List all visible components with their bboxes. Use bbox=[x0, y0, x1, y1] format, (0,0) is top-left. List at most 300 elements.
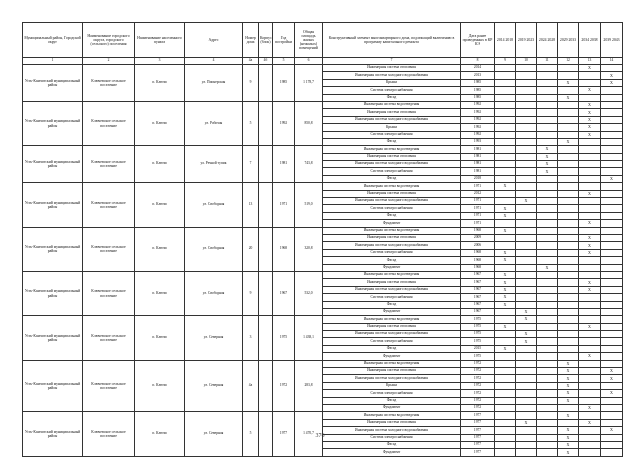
table-row bbox=[23, 183, 623, 190]
period-mark-cell bbox=[601, 338, 623, 345]
period-mark-cell bbox=[516, 79, 537, 86]
column-number: 2 bbox=[83, 58, 135, 65]
period-mark-cell bbox=[601, 138, 623, 145]
prior-repair-date-cell: 1972 bbox=[461, 382, 495, 389]
district-cell: Усть-Камчатский муниципальный район bbox=[23, 412, 83, 456]
period-mark-cell bbox=[579, 161, 601, 168]
period-mark-cell bbox=[495, 382, 516, 389]
period-mark-cell bbox=[579, 271, 601, 278]
structural-element-cell: Система электроснабжения bbox=[323, 434, 461, 441]
house-number-cell: 3 bbox=[243, 316, 259, 360]
period-mark-cell bbox=[601, 412, 623, 419]
block-cell bbox=[259, 65, 273, 102]
structural-element-cell: Фасад bbox=[323, 397, 461, 404]
period-mark-cell bbox=[579, 397, 601, 404]
period-mark-cell bbox=[495, 360, 516, 367]
period-mark-cell bbox=[537, 212, 558, 219]
structural-element-cell: Инженерная система холодного водоснабжения bbox=[323, 331, 461, 338]
street-cell: ул. Северная bbox=[185, 316, 243, 360]
period-mark-cell: X bbox=[495, 227, 516, 234]
period-mark-cell bbox=[579, 94, 601, 101]
prior-repair-date-cell: 1975 bbox=[461, 323, 495, 330]
period-mark-cell: X bbox=[579, 234, 601, 241]
block-cell bbox=[259, 146, 273, 183]
period-mark-cell bbox=[601, 183, 623, 190]
prior-repair-date-cell: 1968 bbox=[461, 227, 495, 234]
period-mark-cell bbox=[558, 168, 579, 175]
period-mark-cell bbox=[495, 109, 516, 116]
period-mark-cell bbox=[516, 412, 537, 419]
period-mark-cell bbox=[537, 257, 558, 264]
structural-element-cell: Инженерная система холодного водоснабжения bbox=[323, 427, 461, 434]
period-mark-cell: X bbox=[579, 124, 601, 131]
period-mark-cell bbox=[537, 205, 558, 212]
column-header: Корпус (блок) bbox=[259, 23, 273, 58]
period-mark-cell bbox=[537, 242, 558, 249]
period-mark-cell: X bbox=[558, 94, 579, 101]
period-mark-cell: X bbox=[516, 331, 537, 338]
period-mark-cell bbox=[601, 234, 623, 241]
structural-element-cell: Инженерная система холодного водоснабжения bbox=[323, 375, 461, 382]
period-mark-cell bbox=[537, 397, 558, 404]
prior-repair-date-cell: 1971 bbox=[461, 220, 495, 227]
period-mark-cell bbox=[558, 116, 579, 123]
period-mark-cell: X bbox=[601, 368, 623, 375]
period-mark-cell bbox=[537, 116, 558, 123]
period-mark-cell bbox=[537, 338, 558, 345]
house-number-cell: 9 bbox=[243, 271, 259, 315]
street-cell: ул. Свободная bbox=[185, 183, 243, 227]
period-mark-cell: X bbox=[558, 382, 579, 389]
period-mark-cell bbox=[601, 301, 623, 308]
period-mark-cell: X bbox=[558, 449, 579, 456]
column-number: 4б bbox=[259, 58, 273, 65]
capital-repair-table bbox=[22, 22, 623, 457]
period-mark-cell bbox=[516, 397, 537, 404]
structural-element-cell: Инженерная система отопления bbox=[323, 279, 461, 286]
column-header: 2019 2023 bbox=[516, 23, 537, 58]
house-number-cell: 4а bbox=[243, 360, 259, 412]
period-mark-cell: X bbox=[495, 212, 516, 219]
period-mark-cell bbox=[558, 345, 579, 352]
column-header: Дата ранее проведенных в КР КЭ bbox=[461, 23, 495, 58]
house-number-cell: 20 bbox=[243, 227, 259, 271]
period-mark-cell bbox=[558, 308, 579, 315]
structural-element-cell: Система электроснабжения bbox=[323, 87, 461, 94]
period-mark-cell bbox=[579, 301, 601, 308]
header-row bbox=[23, 23, 623, 58]
period-mark-cell bbox=[537, 227, 558, 234]
settlement-cell: Ключевское сельское поселение bbox=[83, 101, 135, 145]
prior-repair-date-cell: 1975 bbox=[461, 331, 495, 338]
period-mark-cell bbox=[537, 65, 558, 72]
period-mark-cell: X bbox=[558, 412, 579, 419]
period-mark-cell bbox=[558, 161, 579, 168]
block-cell bbox=[259, 360, 273, 412]
period-mark-cell: X bbox=[495, 294, 516, 301]
structural-element-cell: Инженерная система водоотведения bbox=[323, 101, 461, 108]
period-mark-cell bbox=[495, 87, 516, 94]
settlement-cell: Ключевское сельское поселение bbox=[83, 227, 135, 271]
period-mark-cell bbox=[537, 79, 558, 86]
period-mark-cell: X bbox=[558, 138, 579, 145]
structural-element-cell: Инженерная система отопления bbox=[323, 368, 461, 375]
column-number: 6 bbox=[295, 58, 323, 65]
period-mark-cell bbox=[516, 375, 537, 382]
column-number: 9 bbox=[495, 58, 516, 65]
prior-repair-date-cell: 1975 bbox=[461, 353, 495, 360]
period-mark-cell bbox=[495, 404, 516, 411]
period-mark-cell bbox=[601, 109, 623, 116]
structural-element-cell: Фасад bbox=[323, 175, 461, 182]
street-cell: ул. Пионерская bbox=[185, 65, 243, 102]
locality-cell: п. Ключи bbox=[135, 271, 185, 315]
period-mark-cell bbox=[558, 338, 579, 345]
street-cell: ул. Северная bbox=[185, 360, 243, 412]
period-mark-cell bbox=[537, 271, 558, 278]
period-mark-cell bbox=[516, 382, 537, 389]
prior-repair-date-cell: 1977 bbox=[461, 449, 495, 456]
period-mark-cell: X bbox=[558, 427, 579, 434]
period-mark-cell bbox=[601, 419, 623, 426]
page-number: 376 bbox=[315, 433, 325, 439]
street-cell: ул. Свободная bbox=[185, 271, 243, 315]
prior-repair-date-cell: 1972 bbox=[461, 404, 495, 411]
period-mark-cell bbox=[601, 124, 623, 131]
period-mark-cell bbox=[495, 116, 516, 123]
period-mark-cell: X bbox=[537, 153, 558, 160]
prior-repair-date-cell: 1985 bbox=[461, 79, 495, 86]
prior-repair-date-cell: 1967 bbox=[461, 301, 495, 308]
structural-element-cell: Фундамент bbox=[323, 449, 461, 456]
period-mark-cell bbox=[537, 72, 558, 79]
prior-repair-date-cell: 2009 bbox=[461, 234, 495, 241]
table-row bbox=[23, 146, 623, 153]
period-mark-cell bbox=[558, 72, 579, 79]
period-mark-cell bbox=[495, 153, 516, 160]
period-mark-cell bbox=[537, 183, 558, 190]
period-mark-cell bbox=[537, 109, 558, 116]
structural-element-cell: Фасад bbox=[323, 138, 461, 145]
column-number: 4 bbox=[185, 58, 243, 65]
period-mark-cell bbox=[558, 198, 579, 205]
period-mark-cell bbox=[495, 331, 516, 338]
period-mark-cell bbox=[516, 161, 537, 168]
period-mark-cell bbox=[601, 242, 623, 249]
period-mark-cell bbox=[558, 264, 579, 271]
period-mark-cell bbox=[601, 382, 623, 389]
period-mark-cell bbox=[495, 368, 516, 375]
period-mark-cell bbox=[601, 227, 623, 234]
prior-repair-date-cell: 1967 bbox=[461, 271, 495, 278]
prior-repair-date-cell: 1977 bbox=[461, 427, 495, 434]
period-mark-cell bbox=[579, 338, 601, 345]
period-mark-cell bbox=[558, 353, 579, 360]
period-mark-cell bbox=[516, 101, 537, 108]
period-mark-cell bbox=[516, 205, 537, 212]
period-mark-cell bbox=[495, 124, 516, 131]
period-mark-cell bbox=[558, 331, 579, 338]
structural-element-cell: Система электроснабжения bbox=[323, 338, 461, 345]
structural-element-cell: Система электроснабжения bbox=[323, 205, 461, 212]
block-cell bbox=[259, 183, 273, 227]
period-mark-cell bbox=[601, 212, 623, 219]
structural-element-cell: Инженерная система водоотведения bbox=[323, 183, 461, 190]
period-mark-cell bbox=[537, 220, 558, 227]
period-mark-cell bbox=[558, 227, 579, 234]
period-mark-cell bbox=[537, 360, 558, 367]
period-mark-cell bbox=[495, 390, 516, 397]
period-mark-cell bbox=[495, 353, 516, 360]
prior-repair-date-cell: 1971 bbox=[461, 183, 495, 190]
prior-repair-date-cell: 1977 bbox=[461, 434, 495, 441]
house-number-cell: 7 bbox=[243, 146, 259, 183]
column-number: 7 bbox=[323, 58, 461, 65]
period-mark-cell bbox=[516, 271, 537, 278]
column-header: 2014 2018 bbox=[495, 23, 516, 58]
period-mark-cell bbox=[537, 198, 558, 205]
period-mark-cell bbox=[579, 264, 601, 271]
period-mark-cell bbox=[537, 331, 558, 338]
locality-cell: п. Ключи bbox=[135, 412, 185, 456]
period-mark-cell bbox=[579, 412, 601, 419]
structural-element-cell: Инженерная система отопления bbox=[323, 323, 461, 330]
period-mark-cell bbox=[537, 308, 558, 315]
prior-repair-date-cell: 1971 bbox=[461, 205, 495, 212]
period-mark-cell bbox=[495, 316, 516, 323]
period-mark-cell: X bbox=[558, 441, 579, 448]
period-mark-cell bbox=[601, 205, 623, 212]
period-mark-cell bbox=[537, 441, 558, 448]
period-mark-cell bbox=[601, 286, 623, 293]
structural-element-cell: Система электроснабжения bbox=[323, 168, 461, 175]
year-built-cell: 1971 bbox=[273, 183, 295, 227]
period-mark-cell: X bbox=[516, 338, 537, 345]
prior-repair-date-cell: 1972 bbox=[461, 375, 495, 382]
structural-element-cell: Система электроснабжения bbox=[323, 131, 461, 138]
prior-repair-date-cell: 1967 bbox=[461, 308, 495, 315]
year-built-cell: 1992 bbox=[273, 101, 295, 145]
period-mark-cell bbox=[601, 116, 623, 123]
period-mark-cell bbox=[579, 368, 601, 375]
period-mark-cell bbox=[537, 124, 558, 131]
house-number-cell: 13 bbox=[243, 183, 259, 227]
period-mark-cell bbox=[495, 198, 516, 205]
column-number: 11 bbox=[537, 58, 558, 65]
period-mark-cell: X bbox=[579, 404, 601, 411]
structural-element-cell: Система электроснабжения bbox=[323, 294, 461, 301]
structural-element-cell: Инженерная система холодного водоснабжения bbox=[323, 72, 461, 79]
period-mark-cell bbox=[516, 279, 537, 286]
prior-repair-date-cell: 1975 bbox=[461, 316, 495, 323]
period-mark-cell bbox=[495, 234, 516, 241]
period-mark-cell bbox=[601, 161, 623, 168]
period-mark-cell: X bbox=[579, 286, 601, 293]
period-mark-cell bbox=[495, 242, 516, 249]
column-header: 2024 2028 bbox=[537, 23, 558, 58]
structural-element-cell: Фундамент bbox=[323, 308, 461, 315]
period-mark-cell: X bbox=[495, 183, 516, 190]
period-mark-cell: X bbox=[495, 205, 516, 212]
block-cell bbox=[259, 271, 273, 315]
area-cell: 320,8 bbox=[295, 227, 323, 271]
area-cell: 1 438,1 bbox=[295, 316, 323, 360]
period-mark-cell bbox=[495, 161, 516, 168]
structural-element-cell: Фундамент bbox=[323, 220, 461, 227]
period-mark-cell bbox=[495, 131, 516, 138]
period-mark-cell: X bbox=[495, 301, 516, 308]
district-cell: Усть-Камчатский муниципальный район bbox=[23, 146, 83, 183]
locality-cell: п. Ключи bbox=[135, 183, 185, 227]
locality-cell: п. Ключи bbox=[135, 227, 185, 271]
period-mark-cell: X bbox=[579, 116, 601, 123]
period-mark-cell bbox=[558, 279, 579, 286]
period-mark-cell bbox=[495, 220, 516, 227]
period-mark-cell bbox=[601, 449, 623, 456]
period-mark-cell bbox=[579, 360, 601, 367]
period-mark-cell bbox=[516, 72, 537, 79]
prior-repair-date-cell: 2012 bbox=[461, 190, 495, 197]
period-mark-cell bbox=[516, 220, 537, 227]
period-mark-cell: X bbox=[495, 286, 516, 293]
column-header: Наименование городского округа, городского (сельского) поселения bbox=[83, 23, 135, 58]
street-cell: ул. Речной тупик bbox=[185, 146, 243, 183]
district-cell: Усть-Камчатский муниципальный район bbox=[23, 101, 83, 145]
period-mark-cell bbox=[601, 404, 623, 411]
column-number: 13 bbox=[579, 58, 601, 65]
period-mark-cell bbox=[579, 146, 601, 153]
structural-element-cell: Инженерная система отопления bbox=[323, 109, 461, 116]
period-mark-cell bbox=[601, 198, 623, 205]
structural-element-cell: Система электроснабжения bbox=[323, 390, 461, 397]
period-mark-cell: X bbox=[579, 87, 601, 94]
column-number: 5 bbox=[273, 58, 295, 65]
column-header: Номер дома bbox=[243, 23, 259, 58]
period-mark-cell bbox=[601, 360, 623, 367]
settlement-cell: Ключевское сельское поселение bbox=[83, 146, 135, 183]
period-mark-cell: X bbox=[558, 360, 579, 367]
period-mark-cell bbox=[601, 153, 623, 160]
period-mark-cell bbox=[601, 131, 623, 138]
period-mark-cell bbox=[601, 94, 623, 101]
area-cell: 743,8 bbox=[295, 146, 323, 183]
structural-element-cell: Фасад bbox=[323, 257, 461, 264]
period-mark-cell bbox=[495, 397, 516, 404]
period-mark-cell bbox=[516, 234, 537, 241]
period-mark-cell bbox=[537, 94, 558, 101]
settlement-cell: Ключевское сельское поселение bbox=[83, 183, 135, 227]
area-cell: 1 178,7 bbox=[295, 65, 323, 102]
year-built-cell: 1975 bbox=[273, 316, 295, 360]
period-mark-cell bbox=[537, 368, 558, 375]
table-row bbox=[23, 227, 623, 234]
period-mark-cell bbox=[495, 441, 516, 448]
period-mark-cell bbox=[495, 412, 516, 419]
period-mark-cell bbox=[516, 131, 537, 138]
period-mark-cell bbox=[516, 227, 537, 234]
period-mark-cell bbox=[516, 449, 537, 456]
table-header bbox=[23, 23, 623, 65]
period-mark-cell: X bbox=[558, 390, 579, 397]
prior-repair-date-cell: 1992 bbox=[461, 109, 495, 116]
period-mark-cell: X bbox=[579, 65, 601, 72]
district-cell: Усть-Камчатский муниципальный район bbox=[23, 227, 83, 271]
period-mark-cell bbox=[537, 190, 558, 197]
prior-repair-date-cell: 1992 bbox=[461, 101, 495, 108]
period-mark-cell bbox=[516, 441, 537, 448]
period-mark-cell bbox=[516, 153, 537, 160]
period-mark-cell bbox=[579, 345, 601, 352]
period-mark-cell bbox=[601, 65, 623, 72]
period-mark-cell bbox=[495, 449, 516, 456]
structural-element-cell: Инженерная система холодного водоснабжения bbox=[323, 198, 461, 205]
period-mark-cell bbox=[558, 124, 579, 131]
block-cell bbox=[259, 227, 273, 271]
column-header: Наименование населенного пункта bbox=[135, 23, 185, 58]
structural-element-cell: Фундамент bbox=[323, 353, 461, 360]
period-mark-cell bbox=[579, 198, 601, 205]
period-mark-cell: X bbox=[579, 249, 601, 256]
period-mark-cell bbox=[558, 101, 579, 108]
prior-repair-date-cell: 1972 bbox=[461, 368, 495, 375]
prior-repair-date-cell: 1968 bbox=[461, 264, 495, 271]
period-mark-cell bbox=[558, 175, 579, 182]
period-mark-cell bbox=[516, 212, 537, 219]
prior-repair-date-cell: 1981 bbox=[461, 153, 495, 160]
period-mark-cell bbox=[558, 316, 579, 323]
period-mark-cell bbox=[516, 286, 537, 293]
prior-repair-date-cell: 2013 bbox=[461, 72, 495, 79]
period-mark-cell bbox=[495, 308, 516, 315]
period-mark-cell bbox=[579, 441, 601, 448]
period-mark-cell: X bbox=[601, 72, 623, 79]
period-mark-cell: X bbox=[495, 345, 516, 352]
period-mark-cell bbox=[579, 153, 601, 160]
period-mark-cell: X bbox=[579, 279, 601, 286]
year-built-cell: 1968 bbox=[273, 227, 295, 271]
period-mark-cell bbox=[516, 360, 537, 367]
period-mark-cell bbox=[579, 138, 601, 145]
period-mark-cell bbox=[579, 308, 601, 315]
period-mark-cell bbox=[558, 249, 579, 256]
period-mark-cell: X bbox=[558, 375, 579, 382]
prior-repair-date-cell: 1975 bbox=[461, 338, 495, 345]
period-mark-cell bbox=[601, 308, 623, 315]
structural-element-cell: Инженерная система холодного водоснабжения bbox=[323, 242, 461, 249]
period-mark-cell bbox=[495, 65, 516, 72]
table-row bbox=[23, 271, 623, 278]
structural-element-cell: Инженерная система водоотведения bbox=[323, 316, 461, 323]
settlement-cell: Ключевское сельское поселение bbox=[83, 412, 135, 456]
structural-element-cell: Фасад bbox=[323, 94, 461, 101]
area-cell: 850,8 bbox=[295, 101, 323, 145]
structural-element-cell: Инженерная система отопления bbox=[323, 153, 461, 160]
structural-element-cell: Фасад bbox=[323, 345, 461, 352]
period-mark-cell bbox=[601, 257, 623, 264]
period-mark-cell bbox=[601, 168, 623, 175]
period-mark-cell bbox=[495, 146, 516, 153]
period-mark-cell bbox=[537, 234, 558, 241]
structural-element-cell: Инженерная система отопления bbox=[323, 419, 461, 426]
street-cell: ул. Рабочая bbox=[185, 101, 243, 145]
period-mark-cell bbox=[601, 397, 623, 404]
period-mark-cell: X bbox=[558, 79, 579, 86]
period-mark-cell bbox=[558, 257, 579, 264]
column-header: Муниципальный район, Городской округ bbox=[23, 23, 83, 58]
period-mark-cell: X bbox=[558, 368, 579, 375]
period-mark-cell: X bbox=[579, 242, 601, 249]
period-mark-cell bbox=[516, 294, 537, 301]
